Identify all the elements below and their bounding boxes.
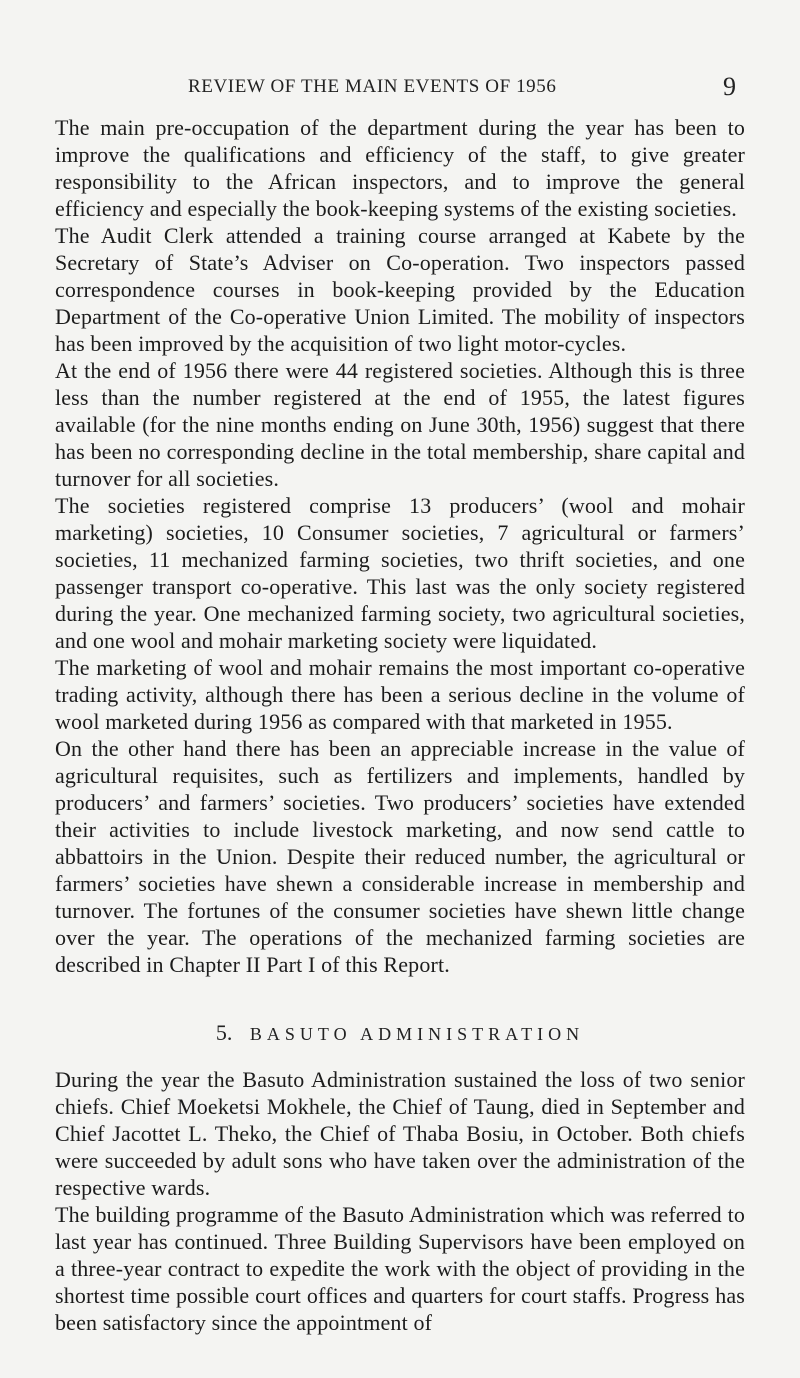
section-number: 5. bbox=[215, 1020, 233, 1045]
paragraph: At the end of 1956 there were 44 registered societies. Although this is three less than the number registered at the end of 1955, the latest figures available (for the nine months ending on June 30th, 1956) suggest that there has been no corresponding decline in the total membership, share capital and turnover for all societies. bbox=[55, 358, 745, 491]
section-heading bbox=[0, 1020, 800, 1046]
cooperative-section-text bbox=[55, 114, 745, 978]
section-title: BASUTO ADMINISTRATION bbox=[249, 1024, 585, 1044]
basuto-administration-text bbox=[55, 1066, 745, 1336]
paragraph: During the year the Basuto Administration sustained the loss of two senior chiefs. Chief Moeketsi Mokhele, the Chief of Taung, died in September and Chief Jacottet L. Theko, the Chief of Thaba Bosiu, in October. Both chiefs were succeeded by adult sons who have taken over the administration of the respective wards. bbox=[55, 1067, 745, 1200]
paragraph: The Audit Clerk attended a training course arranged at Kabete by the Secretary of State’s Adviser on Co-operation. Two inspectors passed correspondence courses in book-keeping provided by the Education Department of the Co-operative Union Limited. The mobility of inspectors has been improved by the acquisition of two light motor-cycles. bbox=[55, 223, 745, 356]
page-number: 9 bbox=[723, 72, 736, 101]
paragraph: On the other hand there has been an appreciable increase in the value of agricultural requisites, such as fertilizers and implements, handled by producers’ and farmers’ societies. Two producers’ societies have extended their activities to include livestock marketing, and now send cattle to abbattoirs in the Union. Despite their reduced number, the agricultural or farmers’ societies have shewn a considerable increase in membership and turnover. The fortunes of the consumer societies have shewn little change over the year. The operations of the mechanized farming societies are described in Chapter II Part I of this Report. bbox=[55, 736, 745, 977]
paragraph: The main pre-occupation of the department during the year has been to improve the qualifications and efficiency of the staff, to give greater responsibility to the African inspectors, and to improve the general efficiency and especially the book-keeping systems of the existing societies. bbox=[55, 115, 745, 221]
paragraph: The marketing of wool and mohair remains the most important co-operative trading activity, although there has been a serious decline in the volume of wool marketed during 1956 as compared with that marketed in 1955. bbox=[55, 655, 745, 734]
paragraph: The societies registered comprise 13 producers’ (wool and mohair marketing) societies, 10 Consumer societies, 7 agricultural or farmers’ societies, 11 mechanized farming societies, two thrift societies, and one passenger transport co-operative. This last was the only society registered during the year. One mechanized farming society, two agricultural societies, and one wool and mohair marketing society were liquidated. bbox=[55, 493, 745, 653]
paragraph: The building programme of the Basuto Administration which was referred to last year has continued. Three Building Supervisors have been employed on a three-year contract to expedite the work with the object of providing in the shortest time possible court offices and quarters for court staffs. Progress has been satisfactory since the appointment of bbox=[55, 1202, 745, 1335]
running-title: REVIEW OF THE MAIN EVENTS OF 1956 bbox=[188, 76, 557, 97]
running-header bbox=[0, 64, 800, 101]
